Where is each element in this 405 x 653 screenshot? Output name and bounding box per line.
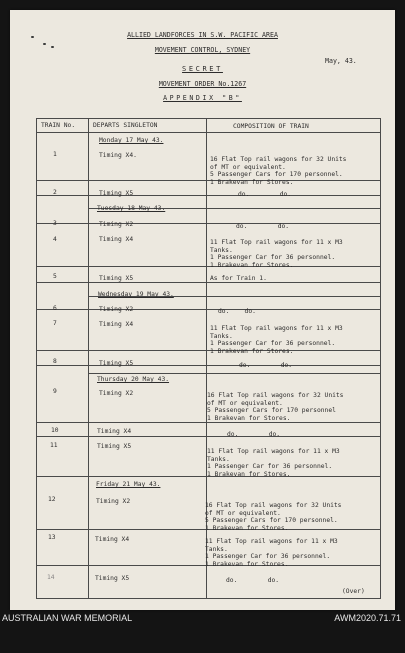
train-composition: 16 Flat Top rail wagons for 32 Units of MT or equivalent. 5 Passenger Cars for 170 personnel. 1 Brakevan for Stores. (210, 156, 347, 186)
train-number: 13 (48, 534, 56, 541)
train-timing: Timing X4 (97, 428, 132, 435)
train-timing: Timing X2 (96, 498, 131, 505)
movement-order-number: MOVEMENT ORDER No.1267 (158, 80, 247, 88)
train-number: 12 (48, 496, 56, 503)
train-number: 6 (53, 305, 57, 312)
train-timing: Timing X4 (99, 321, 134, 328)
train-composition: do. do. (227, 431, 281, 438)
train-number: 9 (53, 388, 57, 395)
train-number: 11 (50, 442, 58, 449)
train-composition: do. do. (236, 223, 290, 230)
train-timing: Timing X5 (97, 443, 132, 450)
train-timing: Timing X5 (99, 275, 134, 282)
train-number: 7 (53, 320, 57, 327)
header-line-1: ALLIED LANDFORCES IN S.W. PACIFIC AREA (127, 31, 278, 39)
train-composition: 16 Flat Top rail wagons for 32 Units of MT or equivalent. 5 Passenger Cars for 170 personnel 1 Brakevan for Stores. (207, 392, 344, 422)
train-timing: Timing X2 (99, 221, 134, 228)
train-number: 14 (47, 574, 55, 581)
train-composition: 11 Flat Top rail wagons for 11 x M3 Tanks. 1 Passenger Car for 36 personnel. 1 Brakevan for Stores. (207, 448, 340, 478)
train-number: 2 (53, 189, 57, 196)
train-number: 4 (53, 236, 57, 243)
train-composition: do. do. (238, 191, 292, 198)
document-page (10, 10, 395, 610)
train-number: 3 (53, 220, 57, 227)
order-date: May, 43. (325, 57, 357, 65)
train-timing: Timing X2 (99, 390, 134, 397)
train-timing: Timing X5 (99, 360, 134, 367)
train-timing: Timing X4. (99, 152, 137, 159)
header-line-2: MOVEMENT CONTROL, SYDNEY (154, 46, 251, 54)
over-note: (Over) (342, 588, 365, 595)
train-timing: Timing X5 (95, 575, 130, 582)
footer-accession-number: AWM2020.71.71 (334, 613, 401, 623)
day-heading: Wednesday 19 May 43. (98, 291, 174, 298)
train-composition: 11 Flat Top rail wagons for 11 x M3 Tanks. 1 Passenger Car for 36 personnel. 1 Brakevan for Stores. (205, 538, 338, 568)
train-number: 1 (53, 151, 57, 158)
train-composition: As for Train 1. (210, 275, 267, 282)
train-number: 10 (51, 427, 59, 434)
train-composition: 11 Flat Top rail wagons for 11 x M3 Tanks. 1 Passenger Car for 36 personnel. 1 Brakevan for Stores. (210, 325, 343, 355)
secret-marking: SECRET (182, 65, 223, 73)
day-heading: Friday 21 May 43. (96, 481, 161, 488)
train-composition: do. do. (218, 308, 256, 315)
train-composition: 16 Flat Top rail wagons for 32 Units of MT or equivalent. 5 Passenger Cars for 170 personnel. 1 Brakevan for Stores. (205, 502, 342, 532)
train-composition: do. do. (226, 577, 280, 584)
punch-mark (43, 43, 46, 45)
train-timing: Timing X4 (95, 536, 130, 543)
day-heading: Monday 17 May 43. (99, 137, 164, 144)
train-composition: do. do. (239, 362, 293, 369)
train-number: 5 (53, 273, 57, 280)
footer-archive-name: AUSTRALIAN WAR MEMORIAL (2, 613, 133, 623)
column-header-departs: DEPARTS SINGLETON (93, 122, 158, 129)
train-timing: Timing X5 (99, 190, 134, 197)
train-timing: Timing X4 (99, 236, 134, 243)
column-header-composition: COMPOSITION OF TRAIN (233, 123, 309, 130)
train-timing: Timing X2 (99, 306, 134, 313)
day-heading: Tuesday 18 May 43. (97, 205, 166, 212)
appendix-title: APPENDIX "B" (163, 94, 242, 102)
day-heading: Thursday 20 May 43. (97, 376, 170, 383)
column-header-train-no: TRAIN No. (41, 122, 76, 129)
train-composition: 11 Flat Top rail wagons for 11 x M3 Tanks. 1 Passenger Car for 36 personnel. 1 Brakevan for Stores. (210, 239, 343, 269)
train-number: 8 (53, 358, 57, 365)
